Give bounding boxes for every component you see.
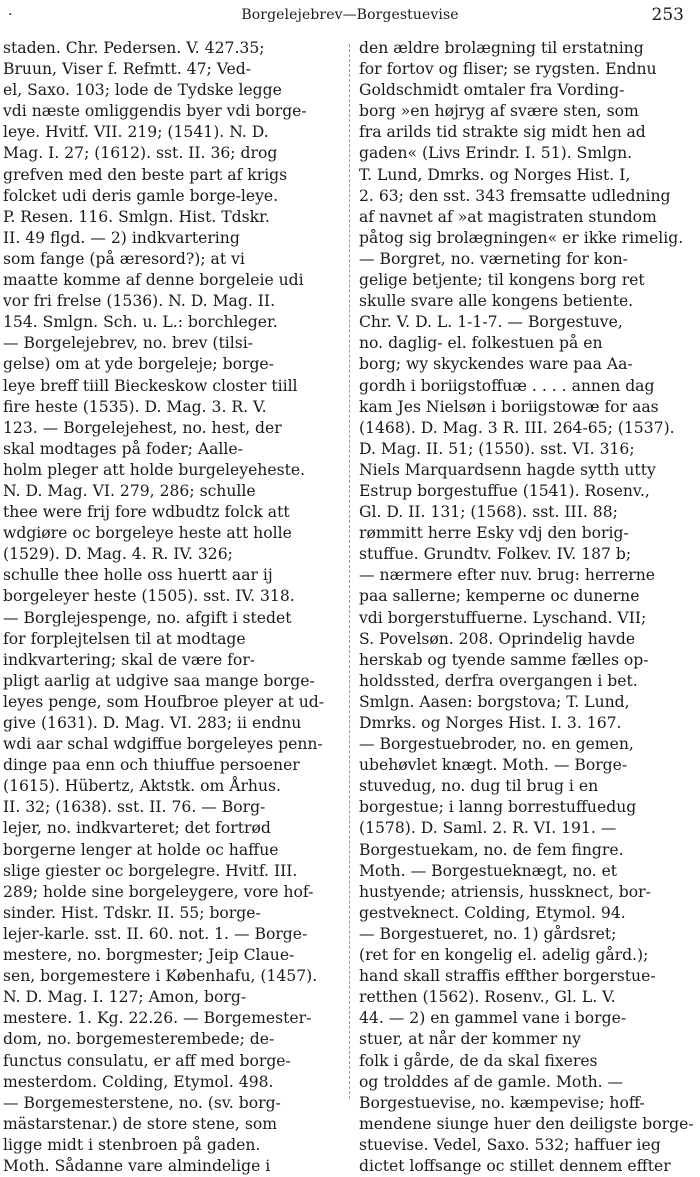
text-line: N. D. Mag. I. 127; Amon, borg-: [3, 988, 247, 1007]
text-line: stuevise. Vedel, Saxo. 532; haffuer ieg: [359, 1135, 661, 1154]
text-line: dinge paa enn och thiuffue persoener: [3, 756, 300, 775]
text-line: vdi borgerstuffuerne. Lyschand. VII;: [359, 608, 647, 627]
text-line: Chr. V. D. L. 1-1-7. — Borgestuve,: [359, 313, 623, 332]
text-line: (1615). Hübertz, Aktstk. om Århus.: [3, 777, 281, 796]
text-line: gordh i boriigstoffuæ . . . . annen dag: [359, 376, 655, 395]
text-line: paa sallerne; kemperne oc dunerne: [359, 587, 640, 606]
text-line: 2. 63; den sst. 343 fremsatte udledning: [359, 186, 671, 205]
text-line: (1468). D. Mag. 3 R. III. 264-65; (1537).: [359, 418, 675, 437]
text-line: 44. — 2) en gammel vane i borge-: [359, 1009, 627, 1028]
text-line: staden. Chr. Pedersen. V. 427.35;: [3, 39, 265, 57]
margin-mark: ·: [8, 7, 13, 23]
text-line: 154. Smlgn. Sch. u. L.: borchleger.: [3, 313, 278, 332]
text-line: Estrup borgestuffue (1541). Rosenv.,: [359, 481, 650, 500]
text-line: borgerne lenger at holde oc haffue: [3, 840, 279, 859]
text-line: Borgestuekam, no. de fem fingre.: [359, 840, 624, 859]
text-line: stuvedug, no. dug til brug i en: [359, 777, 599, 796]
text-line: — Borgret, no. værneting for kon-: [359, 249, 628, 268]
text-line: indkvartering; skal de være for-: [3, 650, 256, 669]
column-divider: [349, 44, 350, 1099]
text-line: schulle thee holle oss huertt aar ij: [3, 566, 273, 585]
text-line: for forplejtelsen til at modtage: [3, 629, 246, 648]
text-line: ubehøvlet knægt. Moth. — Borge-: [359, 756, 628, 775]
text-line: grefven med den beste part af krigs: [3, 165, 288, 184]
text-line: borgestue; i lanng borrestuffuedug: [359, 798, 637, 817]
text-line: skulle svare alle kongens betiente.: [359, 292, 634, 311]
text-line: vor fri frelse (1536). N. D. Mag. II.: [3, 292, 276, 311]
right-column: [359, 38, 696, 1177]
text-line: — Borgelejebrev, no. brev (tilsi-: [3, 334, 253, 353]
page-header: [0, 5, 700, 27]
text-line: maatte komme af denne borgeleie udi: [3, 271, 304, 290]
text-line: thee were frij fore wdbudtz folck att: [3, 503, 290, 522]
text-line: (1529). D. Mag. 4. R. IV. 326;: [3, 545, 233, 564]
text-line: 289; holde sine borgeleygere, vore hof-: [3, 882, 314, 901]
text-line: Smlgn. Aasen: borgstova; T. Lund,: [359, 692, 630, 711]
text-line: S. Povelsøn. 208. Oprindelig havde: [359, 629, 636, 648]
text-line: folk i gårde, de da skal fixeres: [359, 1051, 598, 1070]
text-line: — Borgemesterstene, no. (sv. borg-: [3, 1093, 281, 1112]
text-line: (1578). D. Saml. 2. R. VI. 191. —: [359, 819, 617, 838]
running-head: Borgelejebrev—Borgestuevise: [241, 7, 459, 23]
text-line: holm pleger att holde burgeleyeheste.: [3, 460, 306, 479]
text-line: dom, no. borgemesterembede; de-: [3, 1030, 275, 1049]
text-line: borgeleyer heste (1505). sst. IV. 318.: [3, 587, 295, 606]
text-line: gelige betjente; til kongens borg ret: [359, 271, 645, 290]
text-line: (ret for en kongelig el. adelig gård.);: [359, 946, 649, 965]
text-line: lejer, no. indkvarteret; det fortrød: [3, 819, 271, 838]
text-line: leyes penge, som Houfbroe pleyer at ud-: [3, 692, 324, 711]
text-line: og trolddes af de gamle. Moth. —: [359, 1072, 624, 1091]
text-line: mestere, no. borgmester; Jeip Claue-: [3, 946, 295, 965]
text-line: sinder. Hist. Tdskr. II. 55; borge-: [3, 903, 261, 922]
text-line: ligge midt i stenbroen på gaden.: [3, 1135, 261, 1154]
text-line: — Borgestuebroder, no. en gemen,: [359, 735, 634, 754]
text-line: af navnet af »at magistraten stundom: [359, 207, 657, 226]
text-line: pligt aarlig at udgive saa mange borge-: [3, 671, 315, 690]
text-line: retthen (1562). Rosenv., Gl. L. V.: [359, 988, 616, 1007]
text-line: 123. — Borgelejehest, no. hest, der: [3, 418, 282, 437]
text-line: Borgestuevise, no. kæmpevise; hoff-: [359, 1093, 645, 1112]
text-line: holdssted, derfra overgangen i bet.: [359, 671, 638, 690]
text-line: Niels Marquardsenn hagde sytth utty: [359, 460, 656, 479]
text-line: gaden« (Livs Erindr. I. 51). Smlgn.: [359, 144, 633, 163]
text-line: kam Jes Nielsøn i boriigstowæ for aas: [359, 397, 659, 416]
text-line: give (1631). D. Mag. VI. 283; ii endnu: [3, 714, 302, 732]
text-line: skal modtages på foder; Aalle-: [3, 439, 243, 458]
page-number: 253: [651, 5, 684, 25]
text-line: leye. Hvitf. VII. 219; (1541). N. D.: [3, 123, 269, 142]
text-line: rømmitt herre Esky vdj den borig-: [359, 524, 629, 543]
text-line: Moth. — Borgestueknægt, no. et: [359, 861, 618, 880]
text-line: — Borgestueret, no. 1) gårdsret;: [359, 924, 617, 943]
text-line: — nærmere efter nuv. brug: herrerne: [359, 566, 656, 585]
text-line: Bruun, Viser f. Refmtt. 47; Ved-: [3, 60, 252, 79]
text-line: hustyende; atriensis, hussknect, bor-: [359, 882, 651, 901]
left-column: [3, 38, 341, 1177]
text-line: vdi næste omliggendis byer vdi borge-: [3, 102, 307, 121]
text-line: Moth. Sådanne vare almindelige i: [3, 1156, 271, 1175]
text-line: stuffue. Grundtv. Folkev. IV. 187 b;: [359, 545, 632, 564]
text-line: slige giester oc borgelegre. Hvitf. III.: [3, 861, 298, 880]
text-line: mesterdom. Colding, Etymol. 498.: [3, 1072, 274, 1091]
text-line: lejer-karle. sst. II. 60. not. 1. — Borge-: [3, 924, 308, 943]
text-line: fire heste (1535). D. Mag. 3. R. V.: [3, 397, 267, 416]
text-line: mendene siunge huer den deiligste borge-: [359, 1114, 694, 1133]
text-line: for fortov og fliser; se rygsten. Endnu: [359, 60, 657, 79]
text-line: no. daglig- el. folkestuen på en: [359, 334, 603, 353]
text-line: D. Mag. II. 51; (1550). sst. VI. 316;: [359, 439, 635, 458]
text-line: sen, borgemestere i Københafu, (1457).: [3, 967, 318, 986]
text-line: folcket udi deris gamle borge-leye.: [3, 186, 279, 205]
text-line: N. D. Mag. VI. 279, 286; schulle: [3, 481, 256, 500]
text-line: hand skall straffis effther borgerstue-: [359, 967, 656, 986]
text-line: T. Lund, Dmrks. og Norges Hist. I,: [359, 165, 631, 184]
text-line: leye breff tiill Bieckeskow closter tiill: [3, 376, 298, 395]
text-line: Goldschmidt omtaler fra Vording-: [359, 81, 625, 100]
text-line: mestere. 1. Kg. 22.26. — Borgemester-: [3, 1009, 312, 1028]
text-line: II. 32; (1638). sst. II. 76. — Borg-: [3, 798, 266, 817]
text-line: herskab og tyende samme fælles op-: [359, 650, 649, 669]
text-line: som fange (på æresord?); at vi: [3, 249, 245, 268]
text-line: Dmrks. og Norges Hist. I. 3. 167.: [359, 714, 622, 732]
text-line: gelse) om at yde borgeleje; borge-: [3, 355, 274, 374]
text-line: fra arilds tid strakte sig midt hen ad: [359, 123, 646, 142]
text-line: dictet loffsange oc stillet dennem effter: [359, 1156, 671, 1175]
text-line: mästarstenar.) de store stene, som: [3, 1114, 278, 1133]
text-line: Gl. D. II. 131; (1568). sst. III. 88;: [359, 503, 618, 522]
text-line: påtog sig brolægningen« er ikke rimelig.: [359, 228, 684, 247]
text-line: II. 49 flgd. — 2) indkvartering: [3, 228, 240, 247]
text-line: functus consulatu, er aff med borge-: [3, 1051, 291, 1070]
text-line: — Borglejespenge, no. afgift i stedet: [3, 608, 292, 627]
text-line: wdgiøre oc borgeleye heste att holle: [3, 524, 292, 543]
text-line: el, Saxo. 103; lode de Tydske legge: [3, 81, 282, 100]
text-line: borg »en højryg af svære sten, som: [359, 102, 639, 121]
text-line: den ældre brolægning til erstatning: [359, 39, 644, 57]
text-line: gestveknect. Colding, Etymol. 94.: [359, 903, 626, 922]
text-line: wdi aar schal wdgiffue borgeleyes penn-: [3, 735, 323, 754]
text-line: P. Resen. 116. Smlgn. Hist. Tdskr.: [3, 207, 270, 226]
text-line: stuer, at når der kommer ny: [359, 1030, 581, 1049]
text-line: borg; wy skyckendes ware paa Aa-: [359, 355, 633, 374]
text-line: Mag. I. 27; (1612). sst. II. 36; drog: [3, 144, 278, 163]
